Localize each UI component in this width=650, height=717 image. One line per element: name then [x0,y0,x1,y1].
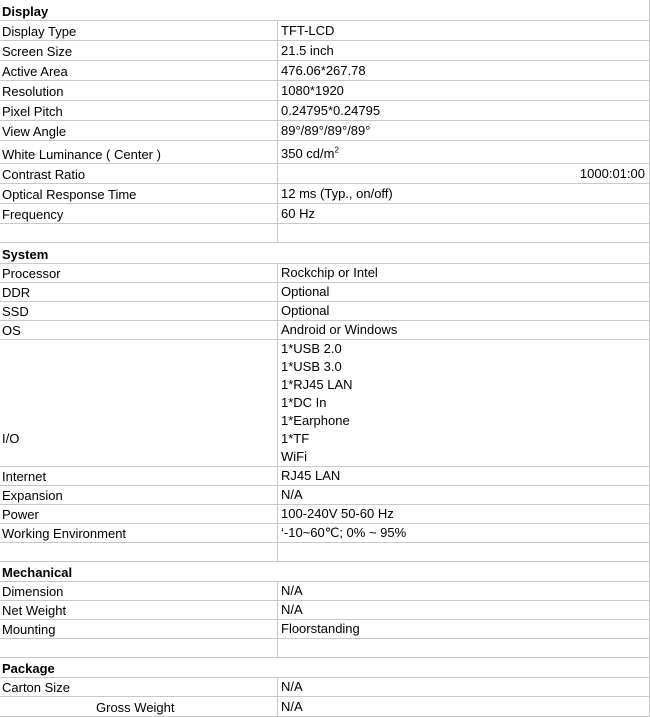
spec-row-internet [0,467,650,486]
spec-value: 21.5 inch [281,43,334,58]
list-item: 1*DC In [281,395,327,410]
section-header-display [0,0,650,21]
section-header-system [0,243,650,264]
spec-row-dimension [0,582,650,601]
spec-value: N/A [281,699,303,714]
spec-row-view-angle [0,121,650,141]
spec-value: 1000:01:00 [579,166,645,181]
spec-value: 350 cd/m [281,146,335,161]
spec-label: Gross Weight [96,700,175,715]
spec-value: Optional [281,284,330,299]
spec-value: N/A [281,679,303,694]
spec-row-white-luminance [0,141,650,164]
spec-row-active-area [0,61,650,81]
spec-row-ddr [0,283,650,302]
spec-row-mounting [0,620,650,639]
spec-row-resolution [0,81,650,101]
spec-label: Frequency [2,207,64,222]
spec-value: 100-240V 50-60 Hz [281,506,394,521]
spec-value: Rockchip or Intel [281,265,378,280]
io-list [281,340,353,466]
spec-value: 60 Hz [281,206,315,221]
spacer-row [0,639,650,658]
list-item: WiFi [281,449,307,464]
spec-row-display-type [0,21,650,41]
spec-row-screen-size [0,41,650,61]
spec-label: Mounting [2,622,56,637]
spec-label: Working Environment [2,526,127,541]
spec-value: Optional [281,303,330,318]
section-title-display: Display [2,4,49,19]
section-title-system: System [2,247,49,262]
spec-label: Screen Size [2,44,73,59]
spec-label: Power [2,507,39,522]
spec-label: Dimension [2,584,64,599]
spec-row-net-weight [0,601,650,620]
spec-label: Display Type [2,24,77,39]
spec-value: Android or Windows [281,322,398,337]
spec-label: Optical Response Time [2,187,137,202]
spec-label: Resolution [2,84,64,99]
spec-row-expansion [0,486,650,505]
spec-row-working-environment [0,524,650,543]
spec-row-gross-weight [0,697,650,717]
superscript: 2 [334,145,339,155]
section-title-package: Package [2,661,55,676]
list-item: 1*RJ45 LAN [281,377,353,392]
spec-value: 476.06*267.78 [281,63,366,78]
spec-value: 0.24795*0.24795 [281,103,381,118]
spec-row-processor [0,264,650,283]
spec-label: Processor [2,266,61,281]
spec-label: Internet [2,469,47,484]
spec-value: 1080*1920 [281,83,344,98]
section-header-package [0,658,650,678]
list-item: 1*USB 3.0 [281,359,342,374]
spacer-row [0,543,650,562]
spec-row-ssd [0,302,650,321]
list-item: 1*TF [281,431,310,446]
spec-label: Contrast Ratio [2,167,86,182]
spec-label: SSD [2,304,29,319]
spec-label: Carton Size [2,680,70,695]
section-title-mechanical: Mechanical [2,565,73,580]
spec-label: Active Area [2,64,68,79]
spec-label: White Luminance ( Center ) [2,147,161,162]
spec-value: TFT-LCD [281,23,335,38]
spec-label: Net Weight [2,603,67,618]
spec-label: View Angle [2,124,67,139]
spec-value: RJ45 LAN [281,468,341,483]
spec-value: Floorstanding [281,621,360,636]
spec-label: OS [2,323,21,338]
section-header-mechanical [0,562,650,582]
spec-value: N/A [281,583,303,598]
list-item: 1*Earphone [281,413,350,428]
spec-label: DDR [2,285,31,300]
spec-row-os [0,321,650,340]
spec-value: N/A [281,487,303,502]
spacer-row [0,224,650,243]
spec-label: Expansion [2,488,63,503]
list-item: 1*USB 2.0 [281,341,342,356]
spec-row-contrast-ratio [0,164,650,184]
spec-row-io [0,340,650,467]
spec-value: 89°/89°/89°/89° [281,123,371,138]
spec-value: 12 ms (Typ., on/off) [281,186,393,201]
spec-value: ‘-10~60℃; 0% ~ 95% [281,525,407,540]
spec-row-pixel-pitch [0,101,650,121]
spec-row-optical-response [0,184,650,204]
spec-label: I/O [2,431,20,446]
spec-value: N/A [281,602,303,617]
spec-label: Pixel Pitch [2,104,63,119]
spec-row-power [0,505,650,524]
spec-row-frequency [0,204,650,224]
spec-row-carton-size [0,678,650,697]
